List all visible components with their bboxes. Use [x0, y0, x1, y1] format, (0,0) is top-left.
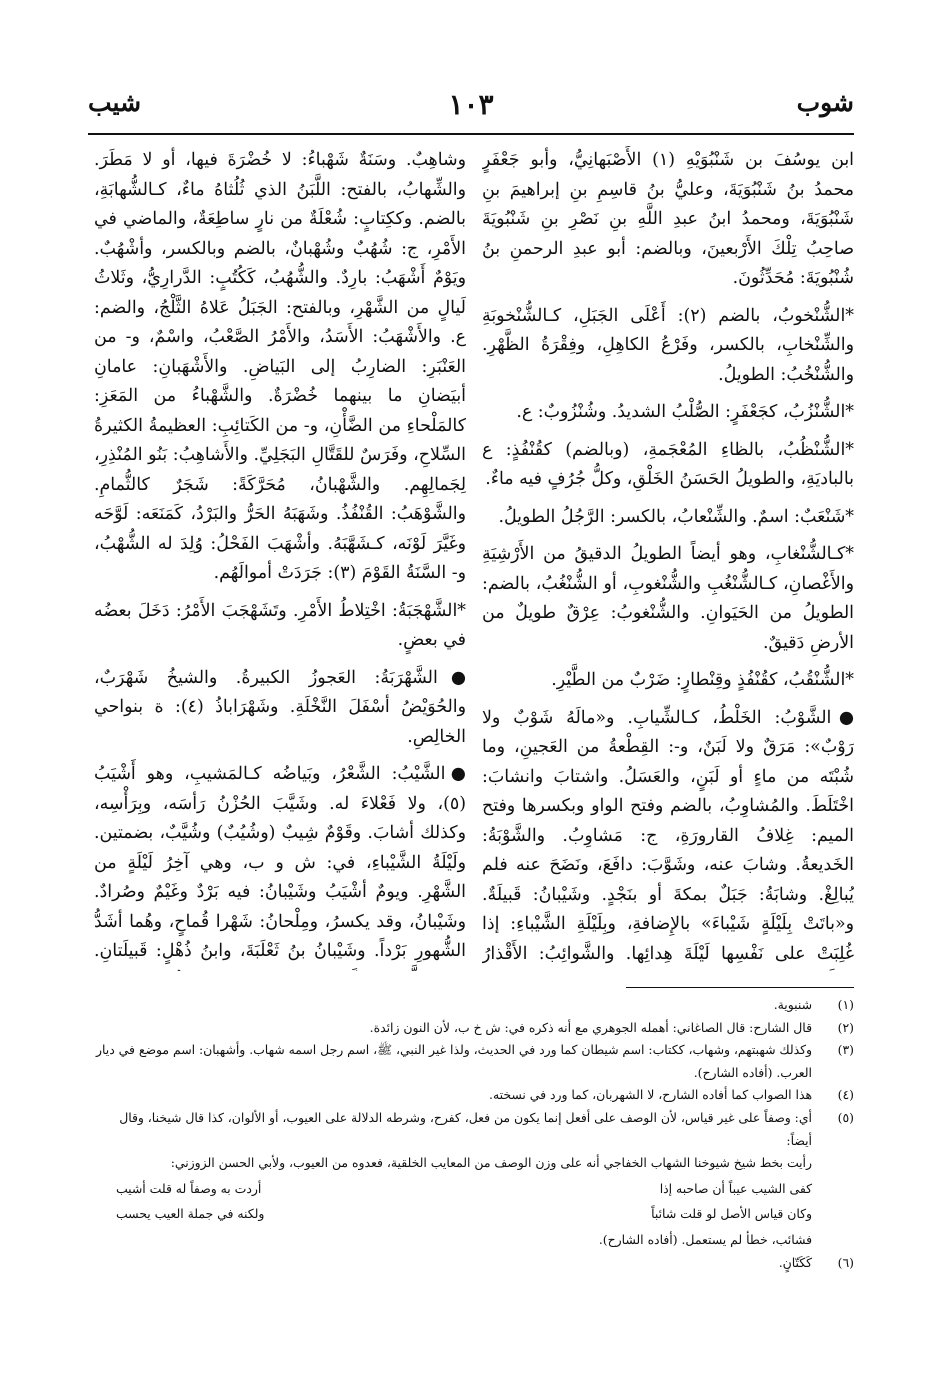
footnote-number: (٤) [837, 1087, 854, 1103]
entry-paragraph: *الشُّنْقُبُ، كقُنْفُذٍ وقِنْطارٍ: ضَرْبٌ من الطَّيْرِ. [551, 670, 854, 690]
verse-second-hemistich: ولكنه في جملة العيب يحسب [116, 1206, 265, 1222]
entry-paragraph: *الشُّنْزُبُ، كجَعْفَرٍ: الصُّلْبُ الشديدُ. وشُنْزُوبٌ: ع. [516, 402, 854, 422]
header-right-word: شوب [796, 88, 854, 117]
footnote-number: (٦) [837, 1254, 854, 1270]
entry-paragraph: *كـالشُّنْغابِ، وهو أيضاً الطويلُ الدقيقُ من الأَرْشِيَةِ والأَغْصانِ، كـالشُّنْغُبِ والشُّنْغوبِ، أو الشُّنْغُبُ، بالضم: الطويلُ من الحَيَوانِ. والشُّنْغوبُ: عِرْقٌ طويلٌ من الأرضِ دَقيقٌ. [482, 544, 854, 653]
footnote-continuation: رأيت بخط شيخ شيوخنا الشهاب الخفاجي أنه على وزن الوصف من المعايب الخلقية، فعدوه من العيوب، ولأبي الحسن الزوزني: [170, 1155, 812, 1171]
footnote-text: كَكَتّانٍ. [778, 1254, 812, 1270]
footnote-continuation-end: فشائب، خطأ لم يستعمل. (أفاده الشارح). [598, 1231, 812, 1247]
footnote [94, 1084, 854, 1107]
verse-first-hemistich: وكان قياس الأصل لو قلت شائباً [651, 1206, 812, 1222]
header-left-word: شيب [88, 88, 142, 117]
right-column [482, 146, 854, 971]
footnote-text: هذا الصواب كما أفاده الشارح، لا الشهربان، كما ورد في نسخته. [489, 1087, 812, 1103]
footnote-text: أي: وصفاً على غير قياس، لأن الوصف على أفعل إنما يكون من فعل، كفرح، وشرطه الدلالة على العيوب، أو الألوان، كذا قال شيخنا، وقال أيضاً: [119, 1109, 812, 1148]
footnote-number: (٣) [837, 1042, 854, 1058]
page-header [88, 88, 854, 128]
footnote [94, 1039, 854, 1084]
entry-paragraph: ●الشَّيْبُ: الشَّعْرُ، وبَياضُه كـالمَشيبِ، وهو أَشْيَبُ (٥)، ولا فَعْلاءَ له. وشَيَّبَ الحُزْنُ رَأسَه، وبِرَأْسِه، وكذلك أشابَ. وقَوْمٌ شِيبٌ (وشُيُبٌ) وشُيَّبٌ، بضمتين. ولَيْلَةُ الشَّيْباءِ، في: ش و ب، وهي آخِرُ لَيْلَةٍ من الشَّهْرِ. ويومٌ أشْيَبُ وشَيْبانُ: فيه بَرْدٌ وغَيْمٌ وصُرادٌ. وشَيْبانُ، وقد يكسرُ، ومِلْحانُ: شَهْرا قُماحٍ، وهُما أشَدُّ الشُّهورِ بَرْداً. وشَيْبانُ بنُ ثَعْلَبَةَ، وابنُ ذُهْلٍ: قَبيلَتانِ. [94, 764, 466, 961]
footnote [94, 1017, 854, 1040]
footnote-number: (٢) [837, 1019, 854, 1035]
page-number: ١٠٣ [448, 88, 494, 121]
poem-verse [116, 1178, 812, 1201]
footnotes [94, 994, 854, 1274]
entry-paragraph: ●الشَّوْبُ: الخَلْطُ، كـالشِّيابِ. و«مالَهُ شَوْبٌ ولا رَوْبٌ»: مَرَقٌ ولا لَبَنٌ، و-: القِطْعةُ من العَجينِ، وما شُبْتَه من ماءٍ أو لَبَنٍ، والعَسَلُ. واشتابَ وانشابَ: اخْتَلَطَ. والمُشاوِبُ، بالضم وفتح الواو وبكسرها وفتح الميم: غِلافُ القارورَةِ، ج: مَشاوِبُ. والشَّوْبَةُ: الخَديعةُ. وشابَ عنه، وشَوَّبَ: دافَعَ، ونَضَحَ عنه فلم يُبالِغْ. وشابَةُ: جَبَلٌ بمكةَ أو بنَجْدٍ. وشَيْبانُ: قَبيلَةٌ. و«باتَتْ بِلَيْلَةٍ شَيْباءَ» بالإِضافةِ، وبِلَيْلَةِ الشَّيْباءِ: إذا غُلِبَتْ على نَفْسِها لَيْلَةَ هِدائِها. والشَّوائِبُ: الأَقْذارُ [482, 707, 854, 964]
footnote-text: وكذلك شهبتهم، وشهاب، ككتاب: اسم شيطان كما ورد في الحديث، ولذا غير النبي، ﷺ، اسم رجل اسمه شهاب. وأشهبان: اسم موضع في ديار العرب. (أفاده الشارح). [96, 1042, 812, 1080]
entry-paragraph: ابن يوسُفَ بن شَنْبُوَيْهِ (١) الأَصْبَهانِيُّ، وأبو جَعْفَرٍ محمدُ بنُ شَنْبُوَيَةَ، وعليُّ بنُ قاسِمِ بنِ إبراهيمَ بنِ شَنْبُوَيَةَ، ومحمدُ ابنُ عبدِ اللَّهِ بنِ نَصْرِ بنِ شَنْبُويَةَ صاحِبُ تِلْكَ الأَرْبعينَ، وبالضم: أبو عبدِ الرحمنِ بنُ شُنْبُويَةَ: مُحَدِّثُونَ. [482, 150, 854, 288]
entry-paragraph: وشاهِبٌ. وسَنَةٌ شَهْباءُ: لا خُضْرَةَ فيها، أو لا مَطَرَ. والشِّهابُ، بالفتح: اللَّبَنُ الذي ثُلُثاهُ ماءٌ، كـالشُّهابَةِ، بالضم. وككِتابٍ: شُعْلَةٌ من نارٍ ساطِعَةٌ، والماضي في الأَمْرِ، ج: شُهُبٌ وشُهْبانٌ، بالضم وبالكسر، وأشْهُبٌ. ويَوْمٌ أَشْهَبُ: بارِدٌ. والشُّهُبُ، كَكُتُبٍ: الدَّرارِيُّ، وثَلاثُ لَيالٍ من الشَّهْرِ، وبالفتح: الجَبَلُ عَلاهُ الثَّلْجُ، والضم: ع. والأَشْهَبُ: الأَسَدُ، والأَمْرُ الصَّعْبُ، واسْمٌ، و- من العَنْبَرِ: الضارِبُ إلى البَياضِ. والأَشْهَبانِ: عامانِ أبيَضانِ ما بينهما خُضْرَةٌ. والشَّهْباءُ من المَعَزِ: كالمَلْحاءِ من الضَّأْنِ، و- من الكَتائِبِ: العظيمةُ الكثيرةُ السِّلاحِ، وفَرَسٌ للقَتَّالِ البَجَلِيِّ. والأَشاهِبُ: بَنُو المُنْذِرِ، لِجَمالِهِم. والشَّهْبانُ، مُحَرَّكَةً: شَجَرٌ كالثُّمامِ. والشَّوْهَبُ: القُنْفُذُ. وشَهَبَهُ الحَرُّ والبَرْدُ، كَمَنَعَه: لَوَّحَه وغَيَّرَ لَوْنَه، كـشَهَّبَهُ. وأشْهَبَ الفَحْلُ: وُلِدَ له الشُّهْبُ، و- السَّنَةُ القَوْمَ (٣): جَرَدَتْ أموالَهُم. [94, 150, 466, 583]
verse-second-hemistich: أردت به وصفاً له قلت أشيب [116, 1180, 262, 1196]
left-column [94, 146, 466, 971]
entry-paragraph: *شَنْعَبٌ: اسمٌ. والشِّنْعابُ، بالكسر: الرَّجُلُ الطويلُ. [498, 506, 854, 527]
footnote-rule [626, 987, 854, 988]
footnote-text: قال الشارح: قال الصاغاني: أهمله الجوهري مع أنه ذكره في: ش خ ب، لأن النون زائدة. [369, 1019, 812, 1035]
entry-paragraph: *الشَّهْجَبَةُ: اخْتِلاطُ الأَمْرِ. وتَشَهْجَبَ الأَمْرُ: دَخَلَ بعضُه في بعضٍ. [94, 600, 466, 650]
entry-paragraph: ●الشَّهْرَبَةُ: العَجوزُ الكبيرةُ. والشيخُ شَهْرَبٌ، والحُوَيْضُ أسْفَلَ النَّخْلَةِ. وشَهْرَاباذُ (٤): ة بنواحي الخالِصِ. [94, 667, 466, 747]
footnote-number: (١) [837, 997, 854, 1012]
footnote-text: شنبوية. [773, 997, 812, 1012]
entry-paragraph: *الشُّنْخوبُ، بالضم (٢): أَعْلَى الجَبَلِ، كـالشُّنْخوبَةِ والشِّنْخابِ، بالكسر، وفَرْعُ الكاهِلِ، وفِقْرَةُ الظَّهْرِ. والشُّنْخُبُ: الطويلُ. [482, 305, 854, 385]
entry-paragraph: *الشُّنْظُبُ، بالظاءِ المُعْجَمةِ، (وبالضم) كقُنْفُذٍ: ع بالباديَةِ، والطويلُ الحَسَنُ الخَلْقِ، وكلُّ جُرُفٍ فيه ماءٌ. [482, 439, 854, 489]
footnote [94, 1252, 854, 1275]
header-rule [88, 133, 854, 135]
verse-first-hemistich: كفى الشيب عيباً أن صاحبه إذا [659, 1180, 812, 1196]
footnote [94, 994, 854, 1017]
poem-verse [116, 1203, 812, 1226]
footnote-number: (٥) [837, 1109, 854, 1125]
footnote [94, 1107, 854, 1152]
